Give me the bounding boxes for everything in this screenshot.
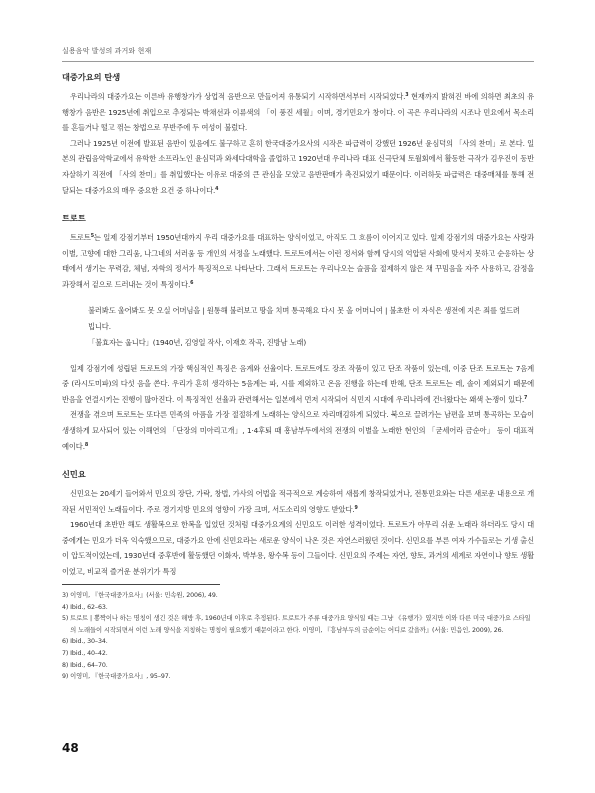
paragraph-text: 현재까지 밝혀진 바에 의하면 최초의 유행창가 음반은 1925년에 취입으로 추정되는 박채선과 이류색의 「이 풍진 세월」이며, 경기민요가 창이다. 이 곡은 우리나라의 시조나 민요에서 목소리를 흔들거나 떨고 꺾는 창법으로 무반주에 두 여성이 불렀다. xyxy=(62,92,534,133)
footnote-ref[interactable]: 5 xyxy=(90,234,94,240)
footnote-ref[interactable]: 8 xyxy=(84,442,89,448)
section-title-sinminyo: 신민요 xyxy=(62,469,86,480)
footnote-ref[interactable]: 7 xyxy=(524,395,528,401)
page-number: 48 xyxy=(62,741,79,755)
paragraph-text: 일제 강점기에 성립된 트로트의 가장 핵심적인 특징은 음계와 선율이다. 트로트에도 장조 작품이 있고 단조 작품이 있는데, 이중 단조 트로트는 7음계 중 (라시도미파)의 다섯 음을 쓴다. 우리가 흔히 생각하는 5음계는 파, 시를 제외하고 온음 진행을 하는데 반해, 단조 트로트는 레, 솔이 제외되기 때문에 반음을 연결시키는 진행이 많아진다. 이 특징적인 선율과 관련해서는 일본에서 먼저 시작되어 식민지 시대에 우리나라에 건너왔다는 왜색 논쟁이 있다. xyxy=(62,363,534,404)
running-title: 실용음악 발성의 과거와 현재 xyxy=(62,47,152,55)
paragraph-text: 는 일제 강점기부터 1950년대까지 우리 대중가요를 대표하는 양식이었고, 아직도 그 흐름이 이어지고 있다. 일제 강점기의 대중가요는 사랑과 이별, 고향에 대한 그리움, 나그네의 서러움 등 개인의 서정을 노래했다. 트로트에서는 이런 정서와 함께 당시의 억압된 사회에 맞서지 못하고 순응하는 상태에서 생기는 무력감, 체념, 자학의 정서가 특징적으로 나타난다. 그래서 트로트는 우리나오는 슬픔을 절제하지 않은 채 꾸밈음을 자주 사용하고, 감정을 과장해서 겉으로 드러내는 것이 특징이다. xyxy=(62,233,534,289)
quote-lines: 불러봐도 울어봐도 못 오실 어머님을 | 원통해 불러보고 땅을 치며 통곡해요 다시 못 올 어머니여 | 불초한 이 자식은 생전에 지은 죄를 엎드려 빕니다. xyxy=(88,305,520,331)
paragraph xyxy=(62,136,534,198)
paragraph-text: 트로트 xyxy=(70,233,91,243)
footnote-item: 8) Ibid., 64–70. xyxy=(62,661,108,669)
footnote-item: 7) Ibid., 40–42. xyxy=(62,649,108,657)
paragraph xyxy=(62,517,534,579)
section-title-trot: 트로트 xyxy=(62,213,86,224)
main-content xyxy=(62,72,534,580)
footnote-item: 4) Ibid., 62–63. xyxy=(62,603,108,611)
footnote-item: 5) 트로트 | 뽕짝이나 하는 명칭이 생긴 것은 해방 후, 1960년대 이후로 추정된다. 트로트가 주류 대중가요 양식일 때는 그냥 《유행가》였지만 이와 다른 미국 대중가요 스타일의 노래들이 시작되면서 이런 노래 양식을 지칭하는 명칭이 필요했기 때문이라고 한다. 이영미, 『흥남부두의 금순이는 어디로 갔을까』(서울: 민음인, 2009), 26. xyxy=(62,615,531,634)
footnote-item: 9) 이영미, 『한국대중가요사』, 95–97. xyxy=(62,673,171,681)
quote-source: 「불효자는 웁니다」(1940년, 김영일 작사, 이재호 작곡, 진방남 노래) xyxy=(88,337,307,347)
paragraph xyxy=(62,486,534,517)
paragraph-text: 그러나 1925년 이전에 발표된 음반이 있음에도 불구하고 흔히 한국대중가요사의 시작은 파급력이 강했던 1926년 윤심덕의 「사의 찬미」로 본다. 일본의 관립음악학교에서 유학한 소프라노인 윤심덕과 와세다대학을 졸업하고 1920년대 우리나라 대표 신극단체 토월회에서 활동한 극작가 김우진이 동반자살하기 직전에 「사의 찬미」를 취입했다는 이유로 대중의 큰 관심을 모았고 음반판매가 촉진되었기 때문이다. 이러하듯 파급력은 대중매체를 통해 전달되는 대중가요의 매우 중요한 요건 중 하나이다. xyxy=(62,138,534,195)
paragraph xyxy=(62,230,534,292)
footnote-ref[interactable]: 3 xyxy=(405,93,409,98)
footnotes xyxy=(62,590,534,683)
section-title-birth: 대중가요의 탄생 xyxy=(62,72,121,82)
footnote-item: 3) 이영미, 『한국대중가요사』(서울: 민속원, 2006), 49. xyxy=(62,592,218,599)
paragraph xyxy=(62,361,534,408)
footnote-ref[interactable]: 4 xyxy=(215,186,219,192)
footnote-ref[interactable]: 9 xyxy=(354,505,358,511)
paragraph xyxy=(62,407,534,454)
paragraph-text: 우리나라의 대중가요는 이른바 유행창가가 상업적 음반으로 만들어져 유통되기 시작하면서부터 시작되었다. xyxy=(70,92,406,101)
footnote-ref[interactable]: 6 xyxy=(190,280,194,286)
lyrics-quote xyxy=(88,303,522,351)
paragraph xyxy=(62,89,534,136)
paragraph-text: 전쟁을 겪으며 트로트는 또다른 민족의 아픔을 가장 절절하게 노래하는 양식으로 자리매김하게 되었다. 북으로 끌려가는 남편을 보며 통곡하는 모습이 생생하게 묘사되어 있는 이해연의 「단장의 미아리고개」, 1·4후퇴 때 흥남부두에서의 전쟁의 이별을 노래한 현인의 「굳세어라 금순아」 등이 대표적 예이다. xyxy=(62,410,534,451)
paragraph-text: 1960년대 초반만 해도 생활복으로 한복을 입었던 것처럼 대중가요계의 신민요도 이러한 성격이었다. 트로트가 아무리 쉬운 노래라 하더라도 당시 대중에게는 민요가 더욱 익숙했으므로, 대중가요 안에 신민요라는 새로운 양식이 나온 것은 자연스러웠던 것이다. 신민요를 부른 여자 가수들로는 기생 출신이 압도적이었는데, 1930년대 중후반에 활동했던 이화자, 박부용, 왕수복 등이 그들이다. 신민요의 주제는 자연, 향토, 과거의 세계로 자연이나 향토 생활이었고, 비교적 즐거운 분위기가 특징 xyxy=(62,520,534,577)
running-header xyxy=(62,46,534,62)
footnote-divider xyxy=(62,584,220,585)
footnote-item: 6) Ibid., 30–34. xyxy=(62,638,108,646)
paragraph-text: 신민요는 20세기 들어와서 민요의 장단, 가락, 창법, 가사의 어법을 적극적으로 계승하여 새롭게 창작되었거나, 전통민요와는 다른 새로운 내용으로 개작된 서민적인 노래들이다. 주로 경기지방 민요의 영향이 가장 크며, 서도소리의 영향도 받았다. xyxy=(62,489,534,514)
